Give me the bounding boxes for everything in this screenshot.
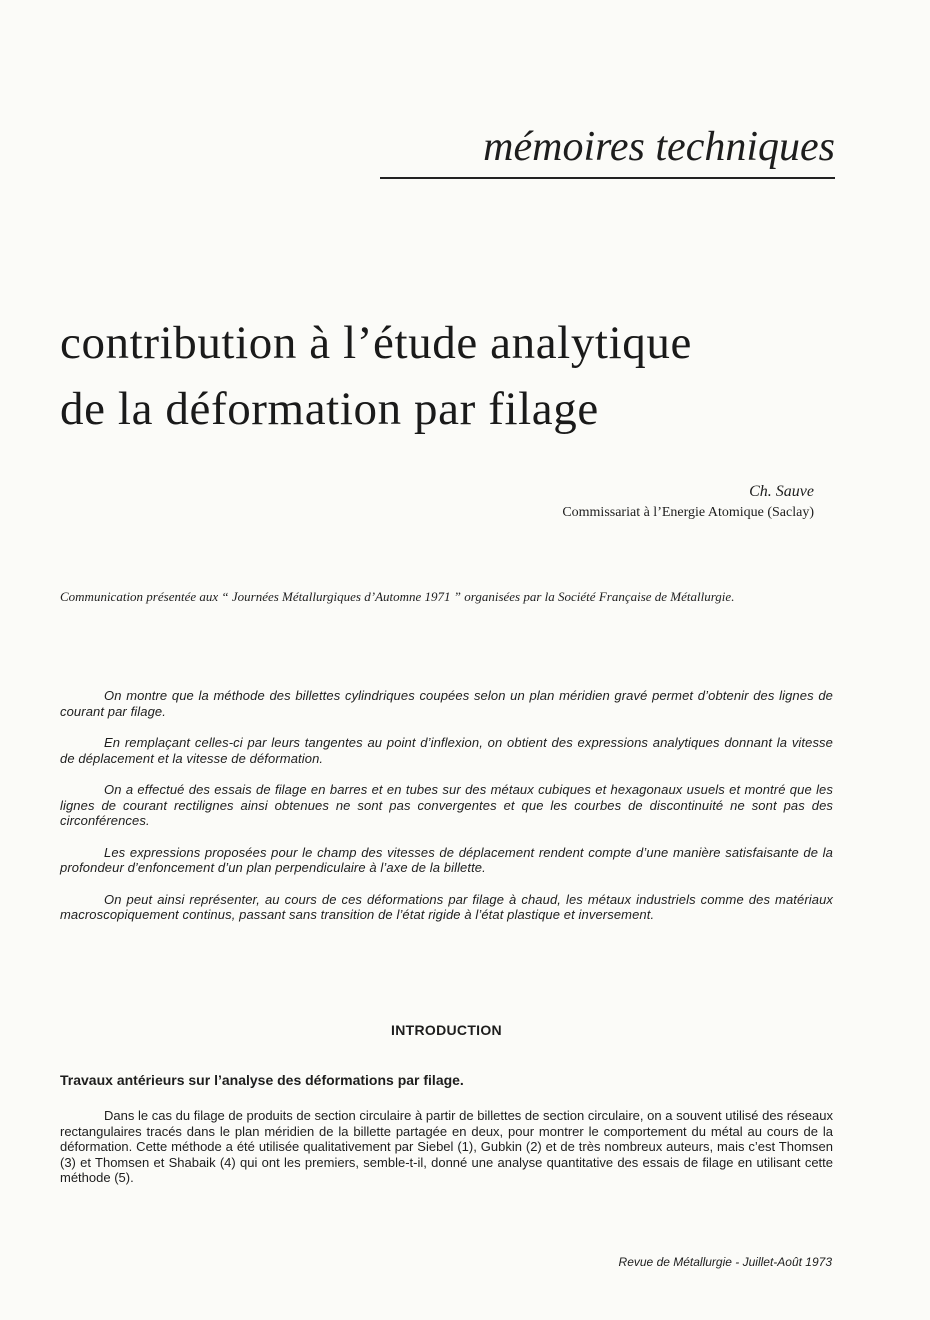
title-line-1: contribution à l’étude analytique [60, 317, 692, 369]
introduction-subheading: Travaux antérieurs sur l’analyse des déformations par filage. [60, 1072, 464, 1088]
title-line-2: de la déformation par filage [60, 383, 599, 435]
abstract [60, 688, 833, 939]
abstract-paragraph: En remplaçant celles-ci par leurs tangentes au point d’inflexion, on obtient des expressions analytiques donnant la vitesse de déplacement et la vitesse de déformation. [60, 735, 833, 766]
abstract-paragraph: Les expressions proposées pour le champ des vitesses de déplacement rendent compte d’une manière satisfaisante de la profondeur d’enfoncement d’un plan perpendiculaire à l’axe de la billette. [60, 844, 833, 875]
introduction-paragraph: Dans le cas du filage de produits de section circulaire à partir de billettes de section circulaire, on a souvent utilisé des réseaux rectangulaires tracés dans le plan méridien de la billette partagée en deux, pour montrer le comportement du métal au cours de la déformation. Cette méthode a été utilisée qualitativement par Siebel (1), Gubkin (2) et de très nombreux auteurs, mais c’est Thomsen (3) et Thomsen et Shabaik (4) qui ont les premiers, semble-t-il, donné une analyse quantitative des essais de filage en utilisant cette méthode (5). [60, 1108, 833, 1185]
abstract-paragraph: On peut ainsi représenter, au cours de ces déformations par filage à chaud, les métaux industriels comme des matériaux macroscopiquement continus, passant sans transition de l’état rigide à l’état plastique et inversement. [60, 891, 833, 922]
introduction-heading: INTRODUCTION [391, 1022, 502, 1038]
section-heading: mémoires techniques [483, 124, 835, 170]
author-affiliation: Commissariat à l’Energie Atomique (Saclay) [562, 505, 814, 520]
abstract-paragraph: On a effectué des essais de filage en barres et en tubes sur des métaux cubiques et hexagonaux usuels et montré que les lignes de courant rectilignes ainsi obtenues ne sont pas convergentes et que les courbes de discontinuité ne sont pas des circonférences. [60, 782, 833, 828]
section-rule [380, 177, 835, 179]
communication-note: Communication présentée aux “ Journées Métallurgiques d’Automne 1971 ” organisées par la Société Française de Métallurgie. [60, 589, 735, 604]
abstract-paragraph: On montre que la méthode des billettes cylindriques coupées selon un plan méridien gravé permet d’obtenir des lignes de courant par filage. [60, 688, 833, 719]
journal-footer: Revue de Métallurgie - Juillet-Août 1973 [618, 1255, 832, 1269]
article-title [60, 310, 880, 442]
author-name: Ch. Sauve [749, 483, 814, 500]
